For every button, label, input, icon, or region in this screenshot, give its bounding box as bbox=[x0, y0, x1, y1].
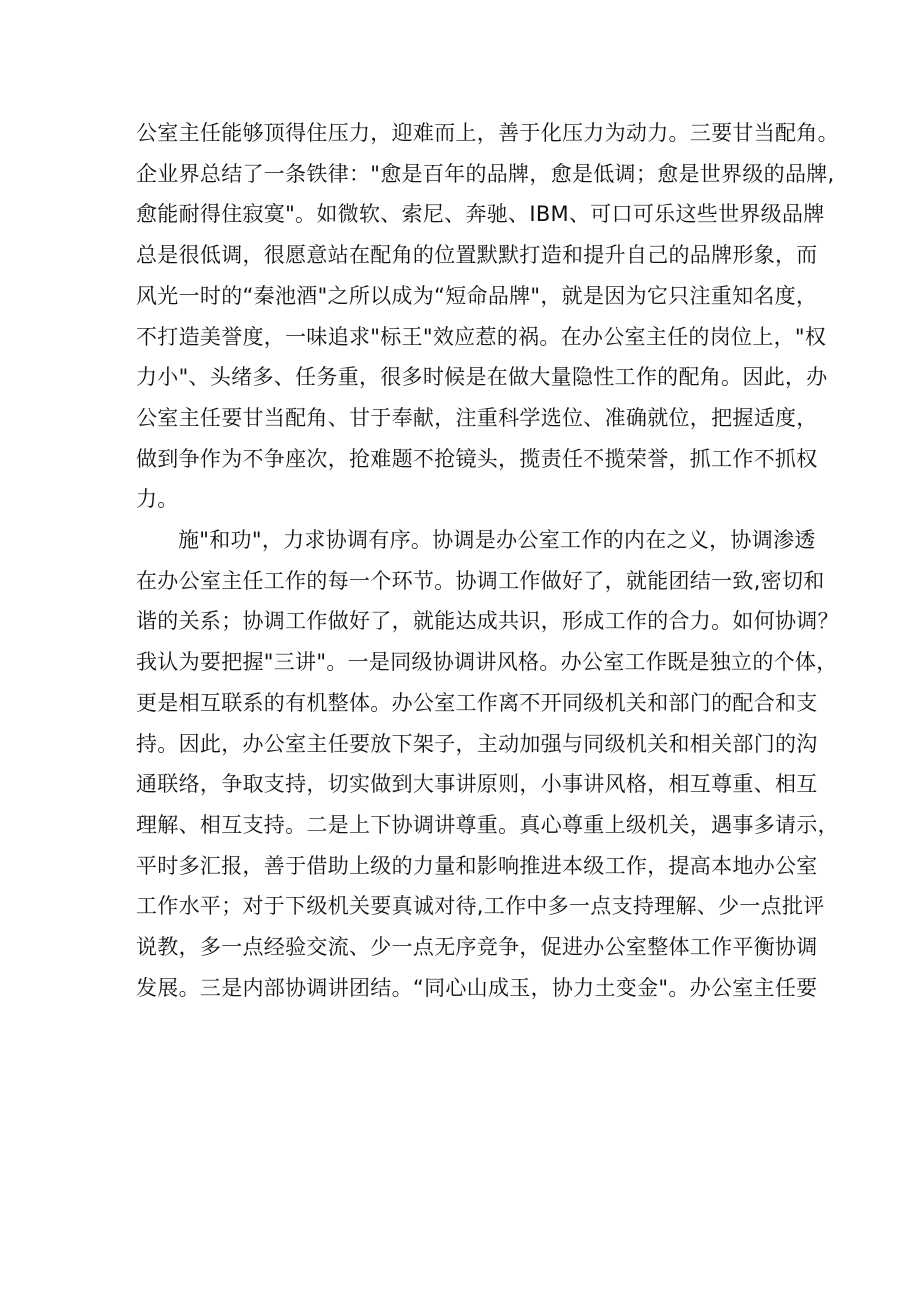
text-line: 力小"、头绪多、任务重，很多时候是在做大量隐性工作的配角。因此，办 bbox=[136, 365, 828, 390]
text-line: 平时多汇报，善于借助上级的力量和影响推进本级工作，提高本地办公室 bbox=[136, 853, 818, 878]
text-line: 持。因此，办公室主任要放下架子，主动加强与同级机关和相关部门的沟 bbox=[136, 731, 818, 756]
text-line: 理解、相互支持。二是上下协调讲尊重。真心尊重上级机关，遇事多请示， bbox=[136, 812, 839, 837]
text-line: 愈能耐得住寂寞"。如微软、索尼、奔驰、IBM、可口可乐这些世界级品牌 bbox=[136, 202, 825, 227]
text-line: 我认为要把握"三讲"。一是同级协调讲风格。办公室工作既是独立的个体， bbox=[136, 650, 838, 675]
document-body bbox=[136, 113, 839, 1008]
text-line: 公室主任要甘当配角、甘于奉献，注重科学选位、准确就位，把握适度， bbox=[136, 405, 818, 430]
paragraph-2 bbox=[136, 520, 839, 1008]
text-line: 在办公室主任工作的每一个环节。协调工作做好了，就能团结一致,密切和 bbox=[136, 568, 825, 593]
text-line: 风光一时的“秦池酒"之所以成为“短命品牌"，就是因为它只注重知名度， bbox=[136, 283, 818, 308]
text-line: 说教，多一点经验交流、少一点无序竞争，促进办公室整体工作平衡协调 bbox=[136, 935, 818, 960]
text-line: 总是很低调，很愿意站在配角的位置默默打造和提升自己的品牌形象，而 bbox=[136, 243, 818, 268]
text-line: 通联络，争取支持，切实做到大事讲原则，小事讲风格，相互尊重、相互 bbox=[136, 772, 818, 797]
text-line: 工作水平；对于下级机关要真诚对待,工作中多一点支持理解、少一点批评 bbox=[136, 894, 825, 919]
text-line: 更是相互联系的有机整体。办公室工作离不开同级机关和部门的配合和支 bbox=[136, 690, 818, 715]
text-line: 企业界总结了一条铁律："愈是百年的品牌，愈是低调；愈是世界级的品牌, bbox=[136, 161, 835, 186]
text-line: 做到争作为不争座次，抢难题不抢镜头，揽责任不揽荣誉，抓工作不抓权 bbox=[136, 446, 818, 471]
text-line: 力。 bbox=[136, 487, 179, 512]
text-line-indented: 施"和功"，力求协调有序。协调是办公室工作的内在之义，协调渗透 bbox=[178, 528, 816, 553]
paragraph-1 bbox=[136, 113, 839, 520]
text-line: 公室主任能够顶得住压力，迎难而上，善于化压力为动力。三要甘当配角。 bbox=[136, 121, 839, 145]
text-line: 不打造美誉度，一味追求"标王"效应惹的祸。在办公室主任的岗位上，"权 bbox=[136, 324, 827, 349]
text-line: 谐的关系；协调工作做好了，就能达成共识，形成工作的合力。如何协调？ bbox=[136, 609, 839, 634]
text-line: 发展。三是内部协调讲团结。“同心山成玉，协力土变金"。办公室主任要 bbox=[136, 975, 818, 1000]
